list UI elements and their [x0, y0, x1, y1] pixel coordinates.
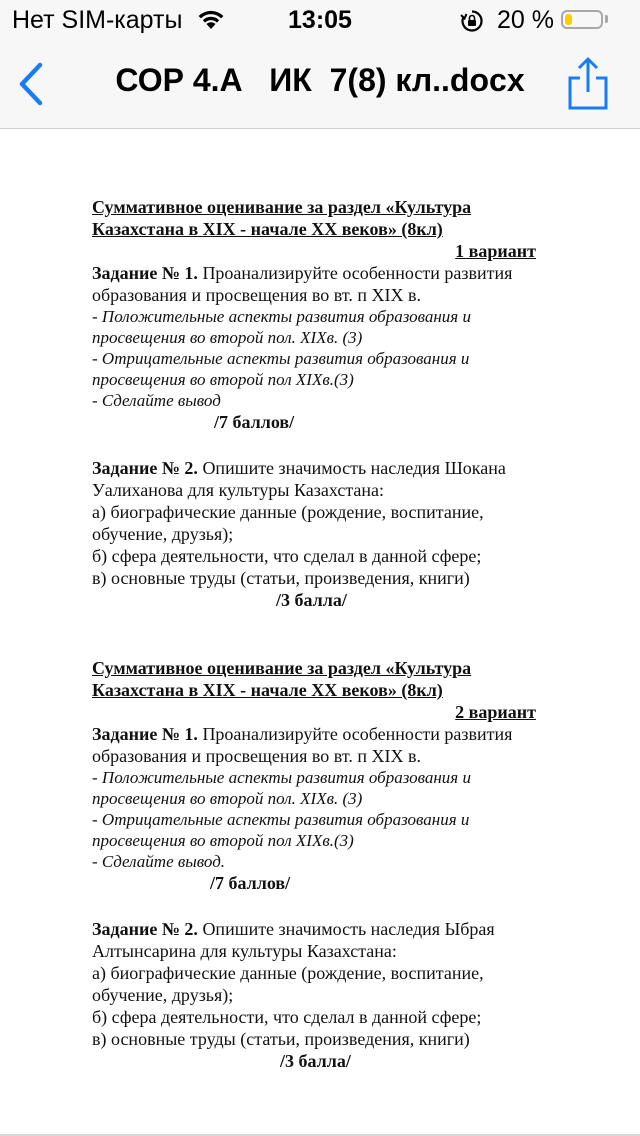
task-score: /7 баллов/ [214, 412, 295, 432]
battery-percent: 20 % [497, 6, 554, 34]
task-1 [92, 262, 552, 306]
task-label: Задание № 1. [92, 263, 198, 283]
battery-icon [561, 10, 603, 29]
navigation-bar [0, 40, 640, 129]
document-page [92, 196, 552, 1072]
document-title: СОР 4.А ИК 7(8) кл..docx [115, 62, 525, 98]
task-text: Опишите значимость наследия Шокана Уалиханова для культуры Казахстана: [92, 458, 506, 500]
status-bar [0, 0, 640, 40]
variant-block [92, 196, 552, 611]
task-text: Проанализируйте особенности развития образования и просвещения во вт. п XIX в. [92, 263, 513, 305]
variant-label: 1 вариант [455, 241, 536, 261]
task-item: - Положительные аспекты развития образования и просвещения во второй пол. XIXв. (3) [92, 768, 471, 808]
task-text: Опишите значимость наследия Ыбрая Алтынсарина для культуры Казахстана: [92, 919, 495, 961]
task-item: б) сфера деятельности, что сделал в данной сфере; [92, 546, 482, 566]
task-item: - Положительные аспекты развития образования и просвещения во второй пол. XIXв. (3) [92, 307, 471, 347]
section-heading: Суммативное оценивание за раздел «Культура [92, 197, 472, 217]
task-score: /3 балла/ [280, 1051, 351, 1071]
task-item: а) биографические данные (рождение, воспитание, обучение, друзья); [92, 502, 484, 544]
task-item: б) сфера деятельности, что сделал в данной сфере; [92, 1007, 482, 1027]
task-item: - Отрицательные аспекты развития образования и просвещения во второй пол XIXв.(3) [92, 810, 470, 850]
task-1 [92, 723, 552, 767]
variant-label: 2 вариант [455, 702, 536, 722]
task-item: - Отрицательные аспекты развития образования и просвещения во второй пол XIXв.(3) [92, 349, 470, 389]
task-label: Задание № 2. [92, 458, 198, 478]
variant-block [92, 657, 552, 1072]
task-label: Задание № 2. [92, 919, 198, 939]
task-2 [92, 918, 552, 962]
task-label: Задание № 1. [92, 724, 198, 744]
task-item: в) основные труды (статьи, произведения, книги) [92, 1029, 470, 1049]
share-icon[interactable] [566, 56, 610, 112]
battery-level-fill [565, 14, 572, 25]
task-item: а) биографические данные (рождение, воспитание, обучение, друзья); [92, 963, 484, 1005]
section-heading: Казахстана в XIX - начале XX веков» (8кл) [92, 219, 443, 239]
carrier-label: Нет SIM-карты [12, 6, 183, 34]
chevron-left-icon[interactable] [14, 60, 48, 108]
task-item: - Сделайте вывод [92, 391, 221, 410]
task-text: Проанализируйте особенности развития образования и просвещения во вт. п XIX в. [92, 724, 513, 766]
task-2 [92, 457, 552, 501]
task-item: в) основные труды (статьи, произведения, книги) [92, 568, 470, 588]
section-heading: Казахстана в XIX - начале XX веков» (8кл) [92, 680, 443, 700]
clock: 13:05 [288, 6, 352, 34]
task-item: - Сделайте вывод. [92, 852, 226, 871]
task-score: /3 балла/ [276, 590, 347, 610]
section-heading: Суммативное оценивание за раздел «Культура [92, 658, 472, 678]
battery-tip [605, 15, 608, 23]
orientation-lock-icon [460, 9, 484, 33]
task-score: /7 баллов/ [210, 873, 291, 893]
